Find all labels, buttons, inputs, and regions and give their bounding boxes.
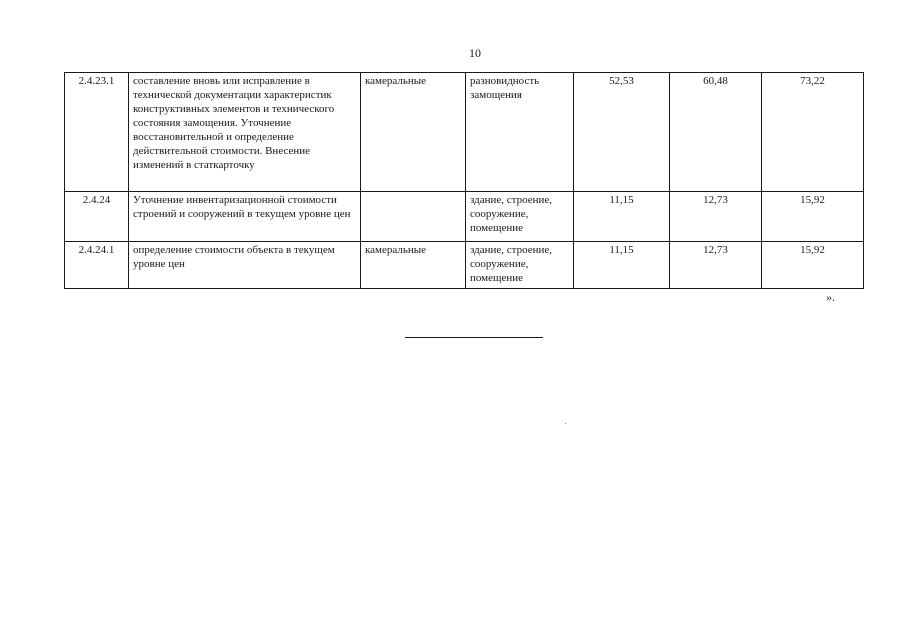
row-value-3: 15,92 (762, 242, 864, 289)
row-work-type: камеральные (361, 242, 466, 289)
row-value-1: 11,15 (574, 192, 670, 242)
closing-quote-mark: ». (826, 290, 835, 304)
page-number: 10 (469, 46, 481, 60)
row-name: определение стоимости объекта в текущем уровне цен (129, 242, 361, 289)
row-code: 2.4.24.1 (65, 242, 129, 289)
row-value-3: 15,92 (762, 192, 864, 242)
row-unit: разновидность замощения (466, 73, 574, 192)
row-value-1: 11,15 (574, 242, 670, 289)
row-value-2: 12,73 (670, 242, 762, 289)
scan-speck (565, 423, 566, 424)
row-name: составление вновь или исправление в технической документации характеристик конструктивных элементов и технического состояния замощения. Уточнение восстановительной и определение действительной стоимости. Внесение изменений в статкарточку (129, 73, 361, 192)
separator-line (405, 337, 543, 338)
row-code: 2.4.23.1 (65, 73, 129, 192)
table-row (65, 192, 864, 242)
table-row (65, 73, 864, 192)
tariff-table (64, 72, 864, 289)
row-value-3: 73,22 (762, 73, 864, 192)
row-name: Уточнение инвентаризационной стоимости строений и сооружений в текущем уровне цен (129, 192, 361, 242)
row-value-2: 60,48 (670, 73, 762, 192)
row-value-2: 12,73 (670, 192, 762, 242)
table-row (65, 242, 864, 289)
row-work-type: камеральные (361, 73, 466, 192)
row-value-1: 52,53 (574, 73, 670, 192)
row-code: 2.4.24 (65, 192, 129, 242)
row-work-type (361, 192, 466, 242)
row-unit: здание, строение, сооружение, помещение (466, 192, 574, 242)
row-unit: здание, строение, сооружение, помещение (466, 242, 574, 289)
